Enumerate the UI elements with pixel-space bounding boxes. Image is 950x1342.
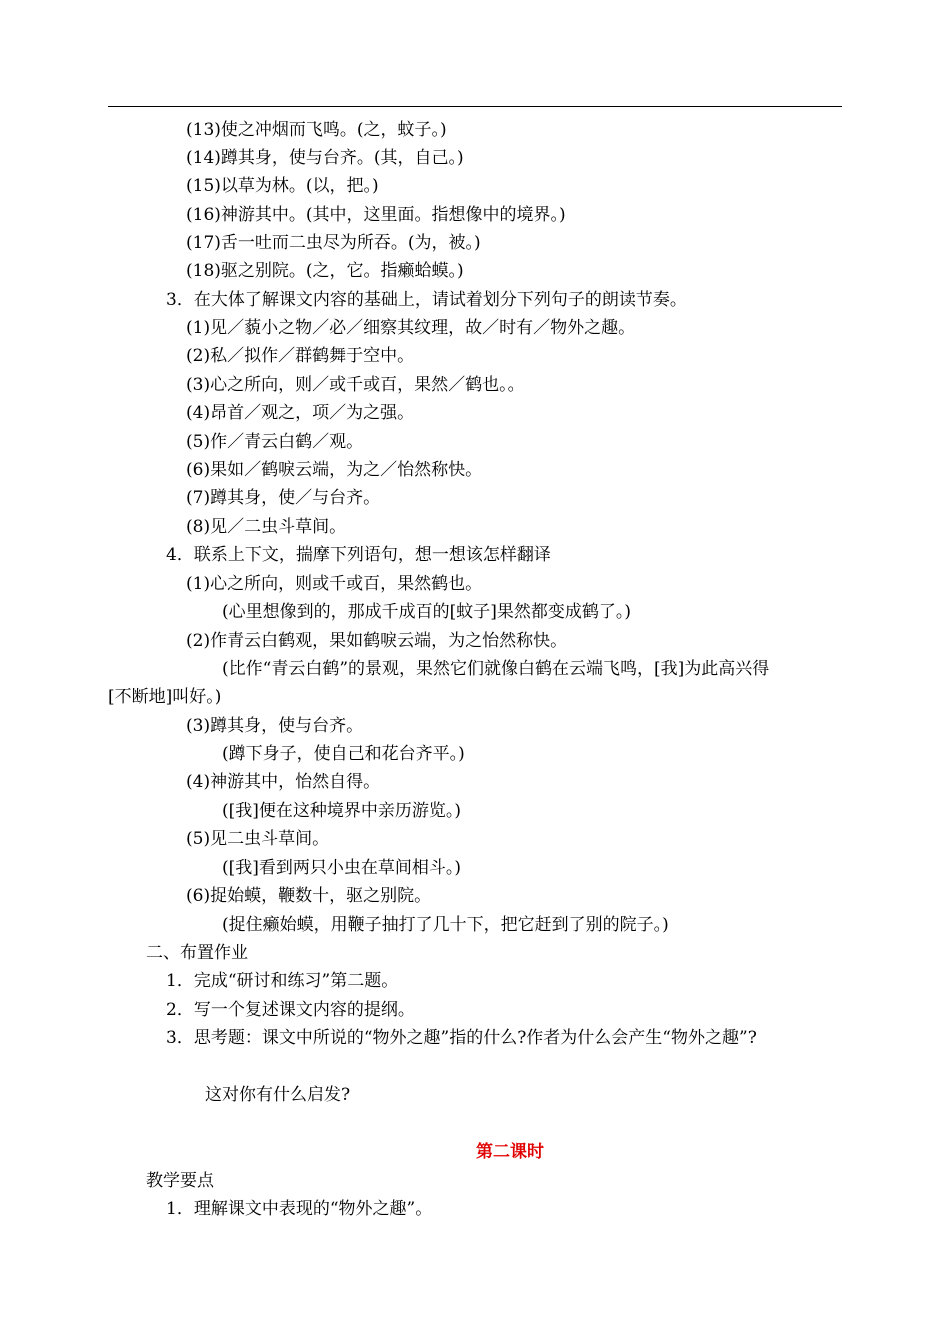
translate-answer-5: ([我]看到两只小虫在草间相斗。) bbox=[222, 858, 462, 878]
homework-heading: 二、布置作业 bbox=[146, 943, 248, 963]
homework-item-1: 1．完成“研讨和练习”第二题。 bbox=[166, 971, 399, 991]
rhythm-line-7: (7)蹲其身，使／与台齐。 bbox=[186, 488, 381, 508]
translate-answer-6: (捉住癞始蟆，用鞭子抽打了几十下，把它赶到了别的院子。) bbox=[222, 915, 669, 935]
translate-answer-1: (心里想像到的，那成千成百的[蚊子]果然都变成鹤了。) bbox=[222, 602, 632, 622]
rhythm-line-4: (4)昂首／观之，项／为之强。 bbox=[186, 403, 415, 423]
translate-sentence-5: (5)见二虫斗草间。 bbox=[186, 829, 330, 849]
section-heading: 第二课时 bbox=[476, 1142, 544, 1162]
homework-item-3: 3．思考题：课文中所说的“物外之趣”指的什么?作者为什么会产生“物外之趣”? bbox=[166, 1028, 757, 1048]
rhythm-line-1: (1)见／藐小之物／必／细察其纹理，故／时有／物外之趣。 bbox=[186, 318, 636, 338]
rhythm-line-3: (3)心之所向，则／或千或百，果然／鹤也。。 bbox=[186, 375, 525, 395]
homework-item-3-cont: 这对你有什么启发? bbox=[205, 1085, 351, 1105]
rhythm-line-8: (8)见／二虫斗草间。 bbox=[186, 517, 347, 537]
question-3: 3．在大体了解课文内容的基础上，请试着划分下列句子的朗读节奏。 bbox=[166, 290, 687, 310]
translate-answer-3: (蹲下身子，使自己和花台齐平。) bbox=[222, 744, 465, 764]
annotation-line-16: (16)神游其中。(其中，这里面。指想像中的境界。) bbox=[186, 205, 566, 225]
rhythm-line-6: (6)果如／鹤唳云端，为之／怡然称快。 bbox=[186, 460, 483, 480]
rhythm-line-5: (5)作／青云白鹤／观。 bbox=[186, 432, 364, 452]
translate-answer-2: (比作“青云白鹤”的景观，果然它们就像白鹤在云端飞鸣，[我]为此高兴得 bbox=[222, 659, 770, 679]
translate-sentence-2: (2)作青云白鹤观，果如鹤唳云端，为之怡然称快。 bbox=[186, 631, 568, 651]
annotation-line-17: (17)舌一吐而二虫尽为所吞。(为，被。) bbox=[186, 233, 481, 253]
teaching-points-heading: 教学要点 bbox=[146, 1171, 214, 1191]
homework-item-2: 2．写一个复述课文内容的提纲。 bbox=[166, 1000, 415, 1020]
annotation-line-14: (14)蹲其身，使与台齐。(其，自己。) bbox=[186, 148, 464, 168]
annotation-line-13: (13)使之冲烟而飞鸣。(之，蚊子。) bbox=[186, 120, 447, 140]
teaching-point-1: 1．理解课文中表现的“物外之趣”。 bbox=[166, 1199, 433, 1219]
rhythm-line-2: (2)私／拟作／群鹤舞于空中。 bbox=[186, 346, 415, 366]
translate-sentence-4: (4)神游其中，怡然自得。 bbox=[186, 772, 381, 792]
annotation-line-15: (15)以草为林。(以，把。) bbox=[186, 176, 379, 196]
question-4: 4．联系上下文，揣摩下列语句，想一想该怎样翻译 bbox=[166, 545, 551, 565]
translate-sentence-1: (1)心之所向，则或千或百，果然鹤也。 bbox=[186, 574, 483, 594]
translate-sentence-6: (6)捉始蟆，鞭数十，驱之别院。 bbox=[186, 886, 432, 906]
translate-answer-4: ([我]便在这种境界中亲历游览。) bbox=[222, 801, 462, 821]
translate-answer-2-cont: [不断地]叫好。) bbox=[108, 687, 222, 707]
annotation-line-18: (18)驱之别院。(之，它。指癞蛤蟆。) bbox=[186, 261, 464, 281]
header-rule bbox=[108, 106, 842, 107]
translate-sentence-3: (3)蹲其身，使与台齐。 bbox=[186, 716, 364, 736]
